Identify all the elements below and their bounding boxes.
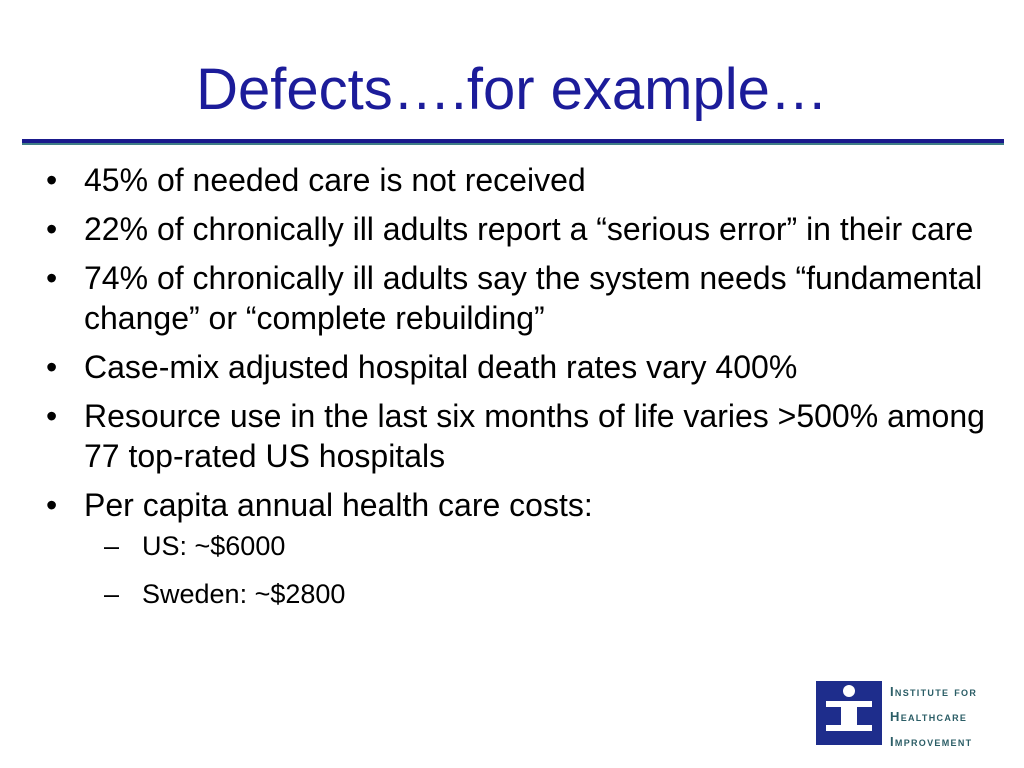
sub-bullet-list: [84, 529, 996, 611]
logo-line: Institute for: [890, 684, 978, 699]
bullet-item: [46, 209, 996, 249]
sub-bullet-item: [104, 577, 996, 611]
bullet-text: 22% of chronically ill adults report a “serious error” in their care: [84, 211, 974, 247]
bullet-text: Per capita annual health care costs:: [84, 487, 593, 523]
ihi-logo-text: [890, 679, 1008, 754]
bullet-text: Case-mix adjusted hospital death rates vary 400%: [84, 349, 798, 385]
ihi-logo-icon: [816, 681, 882, 745]
bullet-text: 45% of needed care is not received: [84, 162, 586, 198]
bullet-text: 74% of chronically ill adults say the system needs “fundamental change” or “complete rebuilding”: [84, 260, 983, 336]
logo-line: Improvement: [890, 734, 973, 749]
bullet-item: [46, 396, 996, 476]
bullet-dot-icon: •: [46, 398, 58, 434]
bullet-item: [46, 347, 996, 387]
sub-bullet-item: [104, 529, 996, 563]
logo-line: Healthcare: [890, 709, 968, 724]
sub-bullet-dash-icon: –: [104, 579, 120, 609]
bullet-item: [46, 258, 996, 338]
bullet-item: [46, 160, 996, 200]
bullet-list: [46, 160, 996, 625]
bullet-text: Resource use in the last six months of life varies >500% among 77 top-rated US hospitals: [84, 398, 985, 474]
ihi-logo: [814, 676, 1004, 749]
sub-bullet-text: US: ~$6000: [142, 531, 286, 561]
bullet-dot-icon: •: [46, 487, 58, 523]
bullet-dot-icon: •: [46, 260, 58, 296]
sub-bullet-text: Sweden: ~$2800: [142, 579, 346, 609]
sub-bullet-dash-icon: –: [104, 531, 120, 561]
bullet-dot-icon: •: [46, 349, 58, 385]
bullet-dot-icon: •: [46, 211, 58, 247]
title-divider-bottom-line: [22, 143, 1004, 145]
title-divider: [22, 139, 1004, 145]
bullet-dot-icon: •: [46, 162, 58, 198]
slide-title: Defects….for example…: [196, 57, 828, 122]
bullet-item: [46, 485, 996, 611]
